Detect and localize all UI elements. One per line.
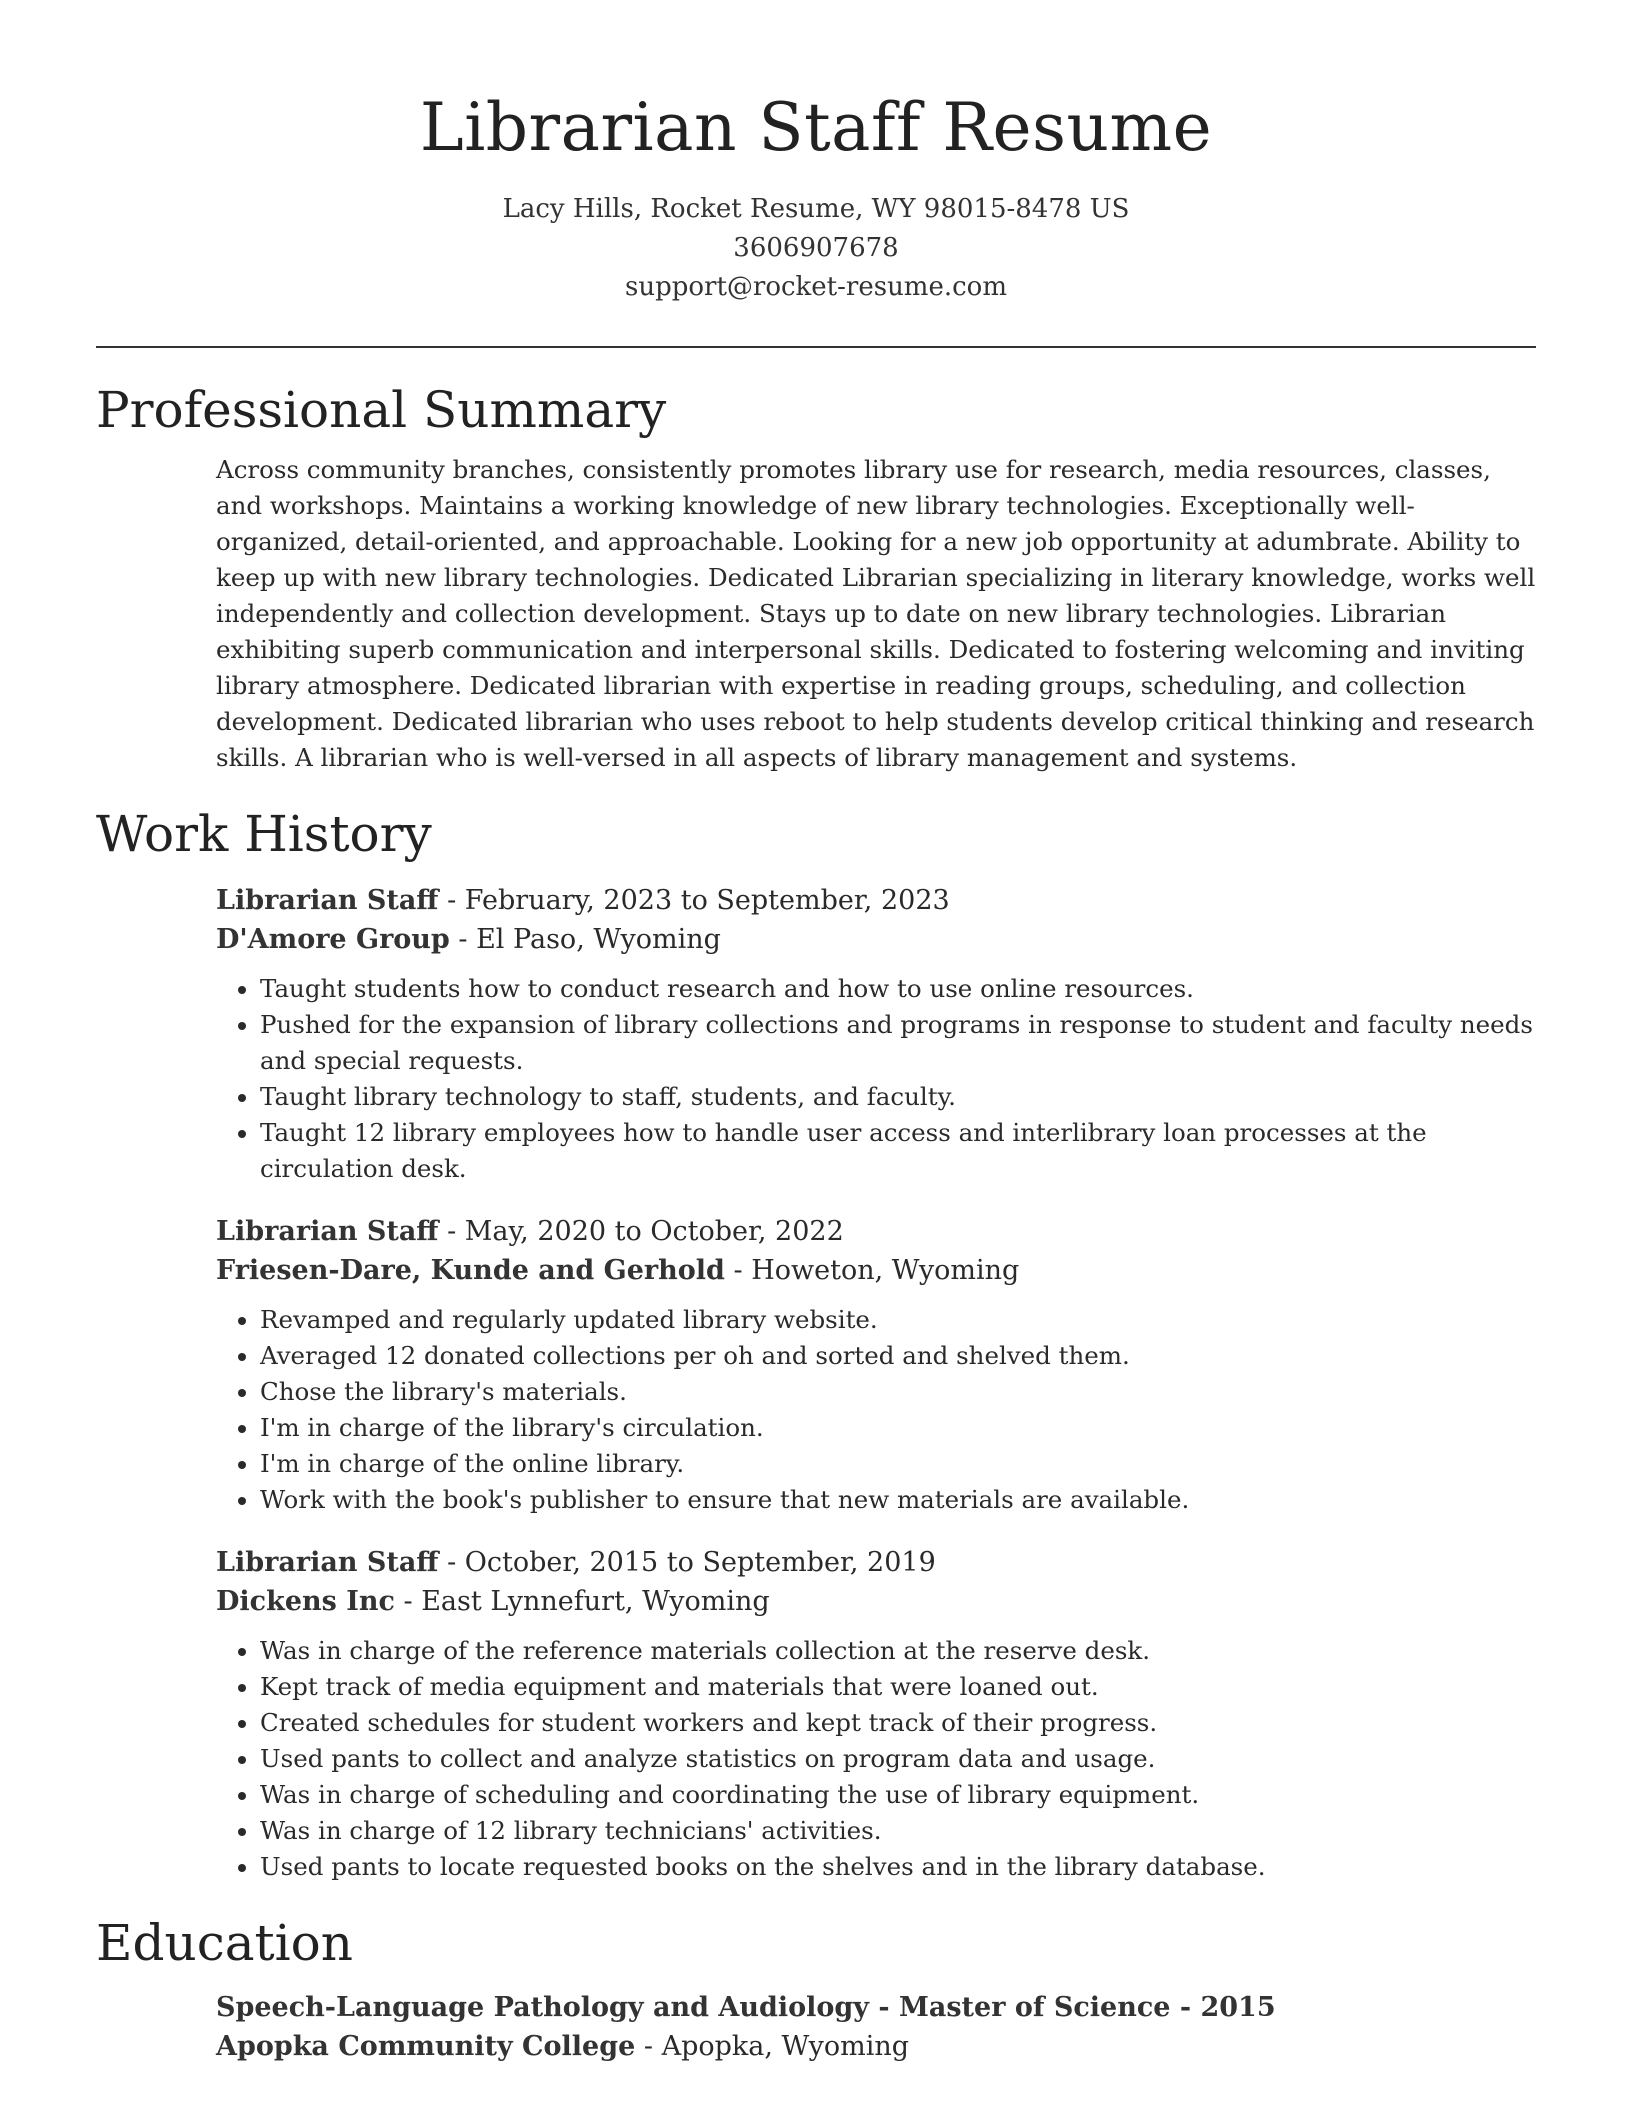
job-location: - El Paso, Wyoming: [449, 923, 721, 955]
education-school: Apopka Community College: [216, 2030, 636, 2062]
resume-header: [96, 0, 1536, 307]
job-location: - Howeton, Wyoming: [724, 1254, 1020, 1286]
list-item: • Averaged 12 donated collections per oh and sorted and shelved them.: [260, 1338, 1536, 1374]
summary-text: Across community branches, consistently promotes library use for research, media resources, classes, and workshops. Maintains a working knowledge of new library technologies. Exceptionally well-organized, detail-oriented, and approachable. Looking for a new job opportunity at adumbrate. Ability to keep up with new library technologies. Dedicated Librarian specializing in literary knowledge, works well independently and collection development. Stays up to date on new library technologies. Librarian exhibiting superb communication and interpersonal skills. Dedicated to fostering welcoming and inviting library atmosphere. Dedicated librarian with expertise in reading groups, scheduling, and collection development. Dedicated librarian who uses reboot to help students develop critical thinking and research skills. A librarian who is well-versed in all aspects of library management and systems.: [216, 455, 1536, 772]
education-section: [216, 1989, 1536, 2066]
job-company: D'Amore Group: [216, 923, 450, 955]
list-item: • Was in charge of the reference materials collection at the reserve desk.: [260, 1633, 1536, 1669]
job-entry: [216, 1213, 1536, 1518]
job-entry: [216, 882, 1536, 1187]
list-item: • Work with the book's publisher to ensure that new materials are available.: [260, 1482, 1536, 1518]
job-company-line: [216, 921, 1536, 960]
job-dates: - May, 2020 to October, 2022: [438, 1216, 844, 1247]
job-company: Friesen-Dare, Kunde and Gerhold: [216, 1254, 725, 1286]
list-item: • Used pants to collect and analyze statistics on program data and usage.: [260, 1741, 1536, 1777]
job-bullets: [216, 1302, 1536, 1518]
job-company: Dickens Inc: [216, 1585, 395, 1617]
contact-phone: 3606907678: [733, 233, 899, 263]
education-degree-line: Speech-Language Pathology and Audiology - Master of Science - 2015: [216, 1992, 1276, 2023]
contact-address: Lacy Hills, Rocket Resume, WY 98015-8478 US: [502, 194, 1130, 224]
list-item: • Revamped and regularly updated library website.: [260, 1302, 1536, 1338]
job-role: Librarian Staff: [216, 1547, 439, 1578]
resume-title: Librarian Staff Resume: [419, 89, 1213, 166]
list-item: • Taught 12 library employees how to handle user access and interlibrary loan processes at the circulation desk.: [260, 1115, 1536, 1187]
list-item: • Was in charge of scheduling and coordinating the use of library equipment.: [260, 1777, 1536, 1813]
job-role: Librarian Staff: [216, 885, 439, 916]
job-title-line: [216, 1213, 1536, 1252]
header-divider: [96, 346, 1536, 348]
job-bullets: [216, 1633, 1536, 1885]
list-item: • I'm in charge of the library's circulation.: [260, 1410, 1536, 1446]
job-entry: [216, 1544, 1536, 1885]
list-item: • Pushed for the expansion of library collections and programs in response to student and faculty needs and special requests.: [260, 1007, 1536, 1079]
job-company-line: [216, 1252, 1536, 1291]
job-location: - East Lynnefurt, Wyoming: [394, 1585, 770, 1617]
job-role: Librarian Staff: [216, 1216, 439, 1247]
job-dates: - October, 2015 to September, 2019: [438, 1547, 936, 1578]
list-item: • Was in charge of 12 library technicians' activities.: [260, 1813, 1536, 1849]
education-location: - Apopka, Wyoming: [635, 2030, 910, 2062]
summary-section: [216, 452, 1536, 776]
job-title-line: [216, 1544, 1536, 1583]
summary-heading: Professional Summary: [96, 381, 667, 439]
work-history-section: [216, 882, 1536, 1885]
list-item: • I'm in charge of the online library.: [260, 1446, 1536, 1482]
job-title-line: [216, 882, 1536, 921]
list-item: • Taught library technology to staff, students, and faculty.: [260, 1079, 1536, 1115]
list-item: • Taught students how to conduct research and how to use online resources.: [260, 971, 1536, 1007]
education-entry: [216, 1989, 1536, 2066]
list-item: • Used pants to locate requested books on the shelves and in the library database.: [260, 1849, 1536, 1885]
list-item: • Chose the library's materials.: [260, 1374, 1536, 1410]
resume-page: [96, 0, 1536, 2066]
job-company-line: [216, 1583, 1536, 1622]
job-bullets: [216, 971, 1536, 1187]
contact-block: [96, 190, 1536, 307]
education-school-line: [216, 2028, 1536, 2067]
list-item: • Created schedules for student workers and kept track of their progress.: [260, 1705, 1536, 1741]
list-item: • Kept track of media equipment and materials that were loaned out.: [260, 1669, 1536, 1705]
work-history-heading: Work History: [96, 805, 432, 863]
contact-email: support@rocket-resume.com: [624, 272, 1007, 302]
education-heading: Education: [96, 1914, 353, 1972]
job-dates: - February, 2023 to September, 2023: [438, 885, 950, 916]
